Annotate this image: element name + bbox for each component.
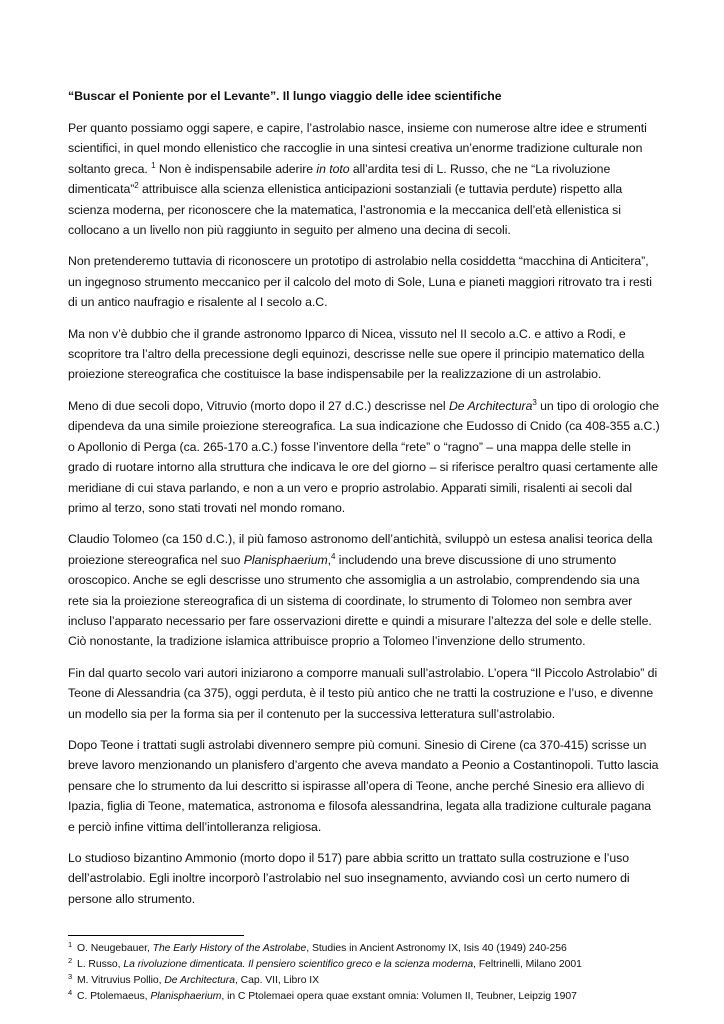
footnote-text: M. Vitruvius Pollio,	[74, 975, 165, 987]
paragraph-6: Fin dal quarto secolo vari autori iniziarono a comporre manuali sull’astrolabio. L’opera “Il Piccolo Astrolabio” di Teone di Alessandria (ca 375), oggi perduta, è il testo più antico che ne tratti la costruzione e l’uso, e divenne un modello sia per la forma sia per il contenuto per la successiva letteratura sull’astrolabio.	[68, 665, 658, 721]
document-title: “Buscar el Poniente por el Levante”. Il lungo viaggio delle idee scientifiche	[68, 89, 502, 103]
footnote-text: , Feltrinelli, Milano 2001	[473, 959, 582, 971]
footnote-number: 1	[68, 939, 73, 949]
footnote-text: , in C Ptolemaei opera quae exstant omnia: Volumen II, Teubner, Leipzig 1907	[221, 991, 577, 1003]
footnote-number: 4	[68, 987, 73, 997]
paragraph-5	[68, 529, 660, 651]
paragraph-1	[68, 118, 660, 240]
paragraph-2: Non pretenderemo tuttavia di riconoscere un prototipo di astrolabio nella cosiddetta “macchina di Anticitera”, un ingegnoso strumento meccanico per il calcolo del moto di Sole, Luna e pianeti maggiori ritrovato tra i resti di un antico naufragio e risalente al I secolo a.C.	[68, 254, 652, 310]
italic-text: in toto	[316, 161, 350, 176]
footnote-4	[68, 989, 660, 1005]
footnote-title: The Early History of the Astrolabe	[152, 943, 307, 955]
footnote-1	[68, 941, 660, 957]
footnote-text: , Studies in Ancient Astronomy IX, Isis 40 (1949) 240-256	[306, 943, 567, 955]
italic-text: Planisphaerium	[243, 552, 328, 567]
paragraph-text: all’ardita tesi di L. Russo, che ne “La rivoluzione dimenticata”	[68, 161, 611, 197]
paragraph-text: attribuisce alla scienza ellenistica anticipazioni sostanziali (e tuttavia perdute) rispetto alla scienza moderna, per riconoscere che la matematica, l’astronomia e la meccanica dell’età ellenistica si collocano a un livello non più raggiunto in seguito per almeno una decina di secoli.	[68, 182, 623, 238]
footnote-number: 2	[68, 955, 73, 965]
footnote-text: C. Ptolemaeus,	[74, 991, 151, 1003]
footnote-3	[68, 973, 660, 989]
paragraph-text: Non è indispensabile aderire	[155, 161, 317, 176]
footnote-ref-3: 3	[532, 397, 537, 407]
paragraph-text: un tipo di orologio che dipendeva da una simile proiezione stereografica. La sua indicazione che Eudosso di Cnido (ca 408-355 a.C.) o Apollonio di Perga (ca. 265-170 a.C.) fosse l’inventore della “rete” o “ragno” – una mappa delle stelle in grado di ruotare intorno alla struttura che indicava le ore del giorno – si riferisce peraltro quasi certamente alle meridiane di cui stava parlando, e non a un vero e proprio astrolabio. Apparati simili, risalenti ai secoli dal primo al terzo, sono stati trovati nel mondo romano.	[68, 398, 660, 515]
footnote-divider	[68, 935, 244, 936]
footnote-ref-4: 4	[331, 551, 336, 561]
footnote-ref-1: 1	[151, 160, 156, 170]
footnote-title: La rivoluzione dimenticata. Il pensiero scientifico greco e la scienza moderna	[123, 959, 474, 971]
footnote-number: 3	[68, 971, 73, 981]
paragraph-8: Lo studioso bizantino Ammonio (morto dopo il 517) pare abbia scritto un trattato sulla costruzione e l’uso dell’astrolabio. Egli inoltre incorporò l’astrolabio nel suo insegnamento, avviando così un certo numero di persone allo strumento.	[68, 851, 630, 906]
footnotes	[68, 941, 660, 1005]
paragraph-text: Per quanto possiamo oggi sapere, e capire, l’astrolabio nasce, insieme con numerose altre idee e strumenti scientifici, in quel mondo ellenistico che raccoglie in una sintesi creativa un’enorme tradizione culturale non soltanto greca.	[68, 121, 647, 176]
paragraph-text: Claudio Tolomeo (ca 150 d.C.), il più famoso astronomo dell’antichità, sviluppò un estesa analisi teorica della proiezione stereografica nel suo	[68, 532, 653, 567]
footnote-ref-2: 2	[134, 181, 139, 191]
footnote-2	[68, 957, 660, 973]
footnote-text: , Cap. VII, Libro IX	[234, 975, 320, 987]
paragraph-7: Dopo Teone i trattati sugli astrolabi divennero sempre più comuni. Sinesio di Cirene (ca 370-415) scrisse un breve lavoro menzionando un planisfero d’argento che aveva mandato a Peonio a Costantinopoli. Tutto lascia pensare che lo strumento da lui descritto si ispirasse all’opera di Teone, anche perché Sinesio era allievo di Ipazia, figlia di Teone, matematica, astronoma e filosofa alessandrina, legata alla tradizione culturale pagana e perciò infine vittima dell’intolleranza religiosa.	[68, 737, 659, 834]
footnote-text: O. Neugebauer,	[74, 943, 153, 955]
footnote-title: De Architectura	[164, 975, 235, 987]
paragraph-4	[68, 396, 660, 518]
footnote-title: Planisphaerium	[150, 991, 222, 1003]
paragraph-text: includendo una breve discussione di uno strumento oroscopico. Anche se egli descrisse uno strumento che assomiglia a un astrolabio, comprendendo sia una rete sia la proiezione stereografica di un sistema di coordinate, lo strumento di Tolomeo non sembra aver incluso l’apparato necessario per fare osservazioni dirette e quindi a misurare l’altezza del sole e delle stelle. Ciò nonostante, la tradizione islamica attribuisce proprio a Tolomeo l’invenzione dello strumento.	[68, 552, 652, 649]
paragraph-3: Ma non v’è dubbio che il grande astronomo Ipparco di Nicea, vissuto nel II secolo a.C. e attivo a Rodi, e scopritore tra l’altro della precessione degli equinozi, descrisse nelle sue opere il principio matematico della proiezione stereografica che costituisce la base indispensabile per la realizzazione di un astrolabio.	[68, 326, 645, 382]
footnote-text: L. Russo,	[74, 959, 124, 971]
paragraph-text: Meno di due secoli dopo, Vitruvio (morto dopo il 27 d.C.) descrisse nel	[68, 398, 449, 413]
italic-text: De Architectura	[448, 398, 533, 413]
paragraph-text: ,	[327, 552, 332, 567]
